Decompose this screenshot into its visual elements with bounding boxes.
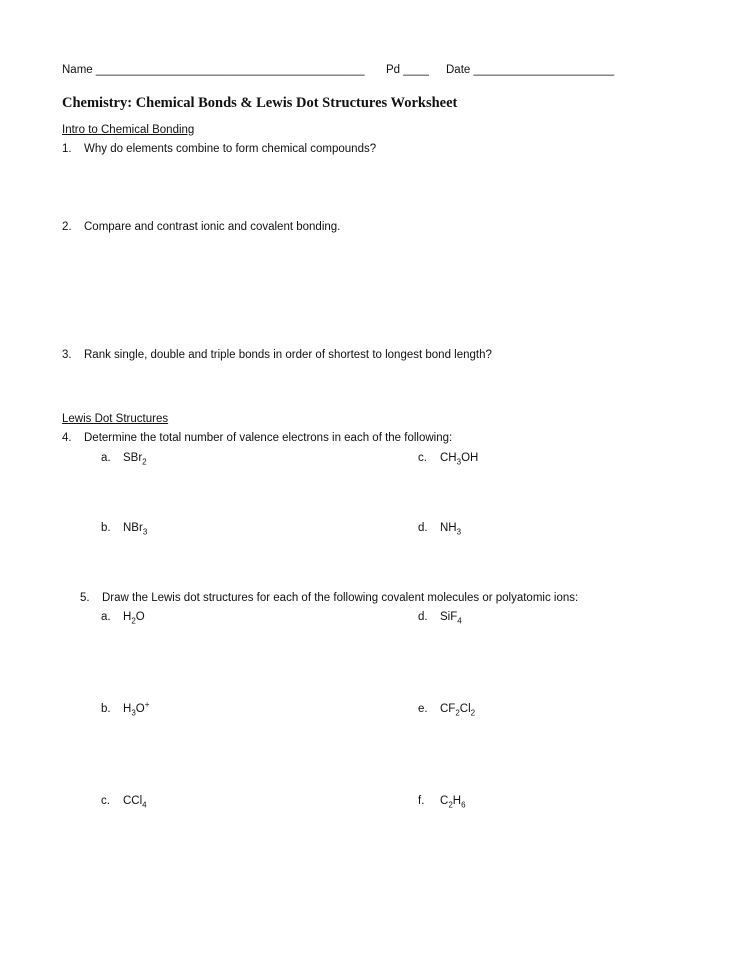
formula-h2o: $H_2O$ [123,611,145,626]
item-letter: a. [101,611,111,623]
q5-item-d [418,611,462,626]
q4-item-d [418,522,462,537]
item-letter: d. [418,611,428,623]
question-2 [62,221,340,233]
question-number: 2. [62,221,72,233]
item-letter: b. [101,703,111,715]
period-label: Pd [386,64,401,76]
question-text: Compare and contrast ionic and covalent bonding. [84,221,341,233]
question-text: Draw the Lewis dot structures for each of the following covalent molecules or polyatomic ions: [102,592,579,604]
question-5 [80,592,578,604]
item-letter: c. [101,795,110,807]
name-label: Name [62,64,93,76]
formula-cf2cl2: $CF_2Cl_2$ [440,703,476,718]
formula-nh3: $NH_3$ [440,522,462,537]
item-letter: b. [101,522,111,534]
question-number: 3. [62,349,72,361]
lewis-heading: Lewis Dot Structures [62,413,169,425]
item-letter: c. [418,452,427,464]
question-3 [62,349,492,361]
item-letter: f. [418,795,425,807]
item-letter: d. [418,522,428,534]
period-blank[interactable]: ____ [403,64,429,76]
formula-ccl4: CCl$_4$ [123,795,147,810]
date-blank[interactable]: ______________________ [473,64,615,76]
name-field[interactable] [62,64,365,76]
q5-item-a [101,611,145,626]
q4-item-c [418,452,479,467]
question-number: 5. [80,592,90,604]
question-text: Rank single, double and triple bonds in order of shortest to longest bond length? [84,349,492,361]
formula-sbr2: SBr$_2$ [123,452,147,467]
q4-item-a [101,452,147,467]
item-letter: e. [418,703,428,715]
question-text: Determine the total number of valence electrons in each of the following: [84,432,453,444]
intro-heading: Intro to Chemical Bonding [62,124,195,136]
formula-c2h6: $C_2H_6$ [440,795,466,810]
q5-item-c [101,795,147,810]
question-number: 4. [62,432,72,444]
period-field[interactable] [386,64,429,76]
q4-item-b [101,522,148,537]
q5-item-f [418,795,466,810]
worksheet-title: Chemistry: Chemical Bonds & Lewis Dot Structures Worksheet [62,95,458,111]
q5-item-b [101,700,150,718]
question-4 [62,432,452,444]
date-label: Date [446,64,471,76]
formula-ch3oh: $CH_3OH$ [440,452,479,467]
formula-h3o-plus: $H_3O^+$ [123,700,150,718]
formula-sif4: SiF$_4$ [440,611,462,626]
question-1 [62,143,376,155]
item-letter: a. [101,452,111,464]
q5-item-e [418,703,476,718]
name-blank[interactable]: __________________________________________ [95,64,365,76]
question-number: 1. [62,143,72,155]
formula-nbr3: NBr$_3$ [123,522,148,537]
date-field[interactable] [446,64,614,76]
question-text: Why do elements combine to form chemical compounds? [84,143,377,155]
